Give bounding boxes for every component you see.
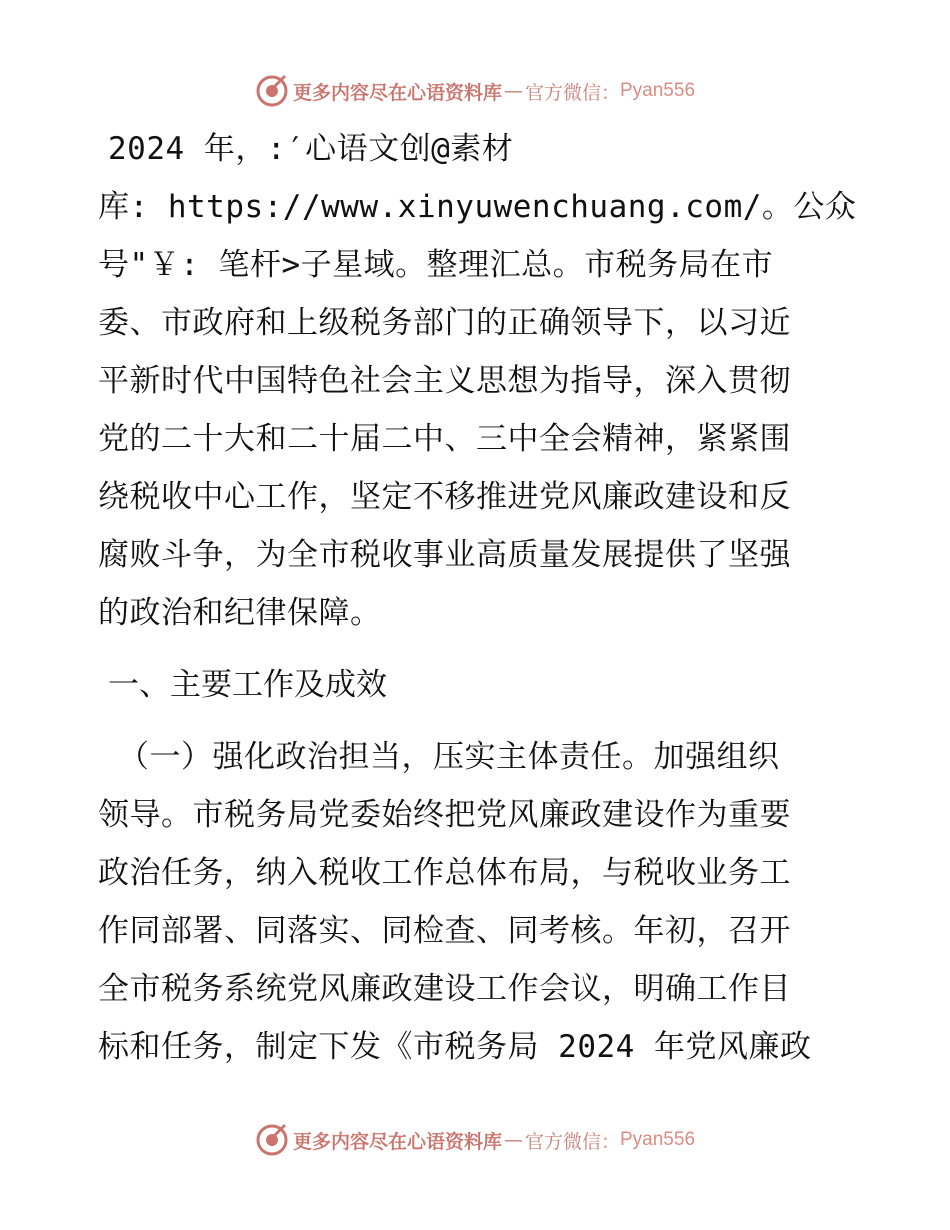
- brand-logo-icon: [255, 74, 289, 108]
- text-line: 绕税收中心工作，坚定不移推进党风廉政建设和反: [98, 479, 791, 515]
- banner-wechat-label: 官方微信：: [524, 1130, 620, 1153]
- text-line: （一）强化政治担当，压实主体责任。加强组织: [118, 739, 780, 775]
- text-line: 标和任务，制定下发《市税务局 2024 年党风廉政: [98, 1029, 812, 1065]
- section-heading: 一、主要工作及成效: [108, 667, 387, 703]
- text-line: 的政治和纪律保障。: [98, 595, 382, 631]
- document-body: [98, 120, 858, 1076]
- paragraph-intro: [98, 120, 858, 642]
- text-line: 作同部署、同落实、同检查、同考核。年初，召开: [98, 913, 791, 949]
- banner-wechat-label: 官方微信：: [524, 81, 620, 104]
- paragraph-section-one: [98, 728, 858, 1076]
- text-line: 政治任务，纳入税收工作总体布局，与税收业务工: [98, 855, 791, 891]
- banner-wechat-id: Pyan556: [620, 1129, 696, 1150]
- text-line: 委、市政府和上级税务部门的正确领导下，以习近: [98, 305, 791, 341]
- banner-brand-text: 更多内容尽在心语资料库: [292, 81, 502, 104]
- text-line: 号"￥: 笔杆>子星域。整理汇总。市税务局在市: [98, 247, 774, 283]
- watermark-banner-top: [0, 71, 950, 111]
- watermark-banner-bottom: [0, 1120, 950, 1160]
- banner-separator: —: [503, 1129, 523, 1151]
- text-line: 腐败斗争，为全市税收事业高质量发展提供了坚强: [98, 537, 791, 573]
- text-line: 2024 年，:′心语文创@素材: [108, 131, 514, 167]
- banner-wechat-id: Pyan556: [620, 80, 696, 101]
- text-line: 库: https://www.xinyuwenchuang.com/。公众: [98, 189, 857, 225]
- text-line: 平新时代中国特色社会主义思想为指导，深入贯彻: [98, 363, 791, 399]
- text-line: 全市税务系统党风廉政建设工作会议，明确工作目: [98, 971, 791, 1007]
- brand-logo-icon: [255, 1123, 289, 1157]
- banner-brand-text: 更多内容尽在心语资料库: [292, 1130, 502, 1153]
- banner-separator: —: [503, 80, 523, 102]
- text-line: 党的二十大和二十届二中、三中全会精神，紧紧围: [98, 421, 791, 457]
- text-line: 领导。市税务局党委始终把党风廉政建设作为重要: [98, 797, 791, 833]
